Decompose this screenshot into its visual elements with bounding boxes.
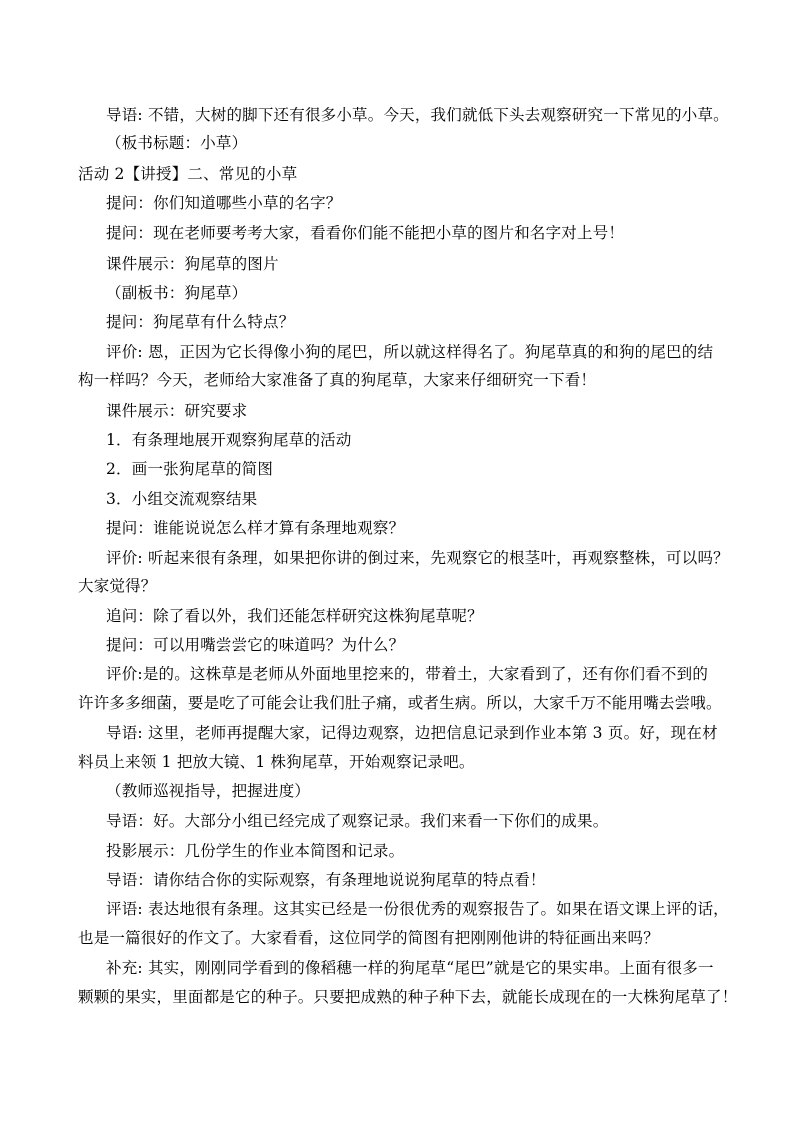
paragraph-line: 料员上来领 1 把放大镜、1 株狗尾草，开始观察记录吧。	[78, 753, 475, 771]
paragraph-line: 提问：你们知道哪些小草的名字？	[106, 194, 342, 212]
paragraph-line: 提问：可以用嘴尝尝它的味道吗？为什么？	[106, 636, 405, 654]
paragraph-line: 提问：谁能说说怎么样才算有条理地观察？	[106, 519, 405, 537]
paragraph-line: 构一样吗？今天，老师给大家准备了真的狗尾草，大家来仔细研究一下看！	[78, 371, 597, 389]
list-item: 1．有条理地展开观察狗尾草的活动	[106, 431, 352, 449]
paragraph-line: （教师巡视指导，把握进度）	[106, 782, 311, 800]
paragraph-line: 投影展示：几份学生的作业本简图和记录。	[106, 842, 405, 860]
paragraph-line: 追问：除了看以外，我们还能怎样研究这株狗尾草呢？	[106, 607, 483, 625]
list-item: 2．画一张狗尾草的简图	[106, 460, 274, 478]
paragraph-line: 评语: 表达地很有条理。这其实已经是一份很优秀的观察报告了。如果在语文课上评的话，	[106, 900, 729, 918]
list-item: 3．小组交流观察结果	[106, 490, 258, 508]
paragraph-line: 导语: 这里，老师再提醒大家，记得边观察，边把信息记录到作业本第 3 页。好，现在材	[106, 724, 718, 742]
paragraph-line: 评价: 恩，正因为它长得像小狗的尾巴，所以就这样得名了。狗尾草真的和狗的尾巴的结	[106, 343, 714, 361]
paragraph-line: 大家觉得？	[78, 577, 157, 595]
paragraph-line: 评价: 听起来很有条理，如果把你讲的倒过来，先观察它的根茎叶，再观察整株，可以吗？	[106, 549, 729, 567]
paragraph-line: （副板书：狗尾草）	[106, 284, 248, 302]
paragraph-line: 也是一篇很好的作文了。大家看看，这位同学的简图有把刚刚他讲的特征画出来吗？	[78, 929, 659, 947]
paragraph-line: 提问：狗尾草有什么特点？	[106, 313, 295, 331]
paragraph-line: 补充: 其实，刚刚同学看到的像稻穗一样的狗尾草“尾巴”就是它的果实串。上面有很多一	[106, 959, 714, 977]
section-heading: 活动 2【讲授】二、常见的小草	[78, 165, 298, 183]
paragraph-line: 导语：好。大部分小组已经完成了观察记录。我们来看一下你们的成果。	[106, 812, 609, 830]
paragraph-line: 课件展示：研究要求	[106, 402, 248, 420]
paragraph-line: 导语: 不错，大树的脚下还有很多小草。今天，我们就低下头去观察研究一下常见的小草。	[106, 106, 729, 124]
paragraph-line: 提问：现在老师要考考大家，看看你们能不能把小草的图片和名字对上号！	[106, 224, 625, 242]
paragraph-line: 颗颗的果实，里面都是它的种子。只要把成熟的种子种下去，就能长成现在的一大株狗尾草了！	[78, 988, 738, 1006]
paragraph-line: 课件展示：狗尾草的图片	[106, 255, 279, 273]
paragraph-line: 评价:是的。这株草是老师从外面地里挖来的，带着土，大家看到了，还有你们看不到的	[106, 665, 709, 683]
paragraph-line: （板书标题：小草）	[106, 134, 248, 152]
paragraph-line: 导语：请你结合你的实际观察，有条理地说说狗尾草的特点看！	[106, 871, 546, 889]
paragraph-line: 许许多多细菌，要是吃了可能会让我们肚子痛，或者生病。所以，大家千万不能用嘴去尝哦。	[78, 694, 722, 712]
